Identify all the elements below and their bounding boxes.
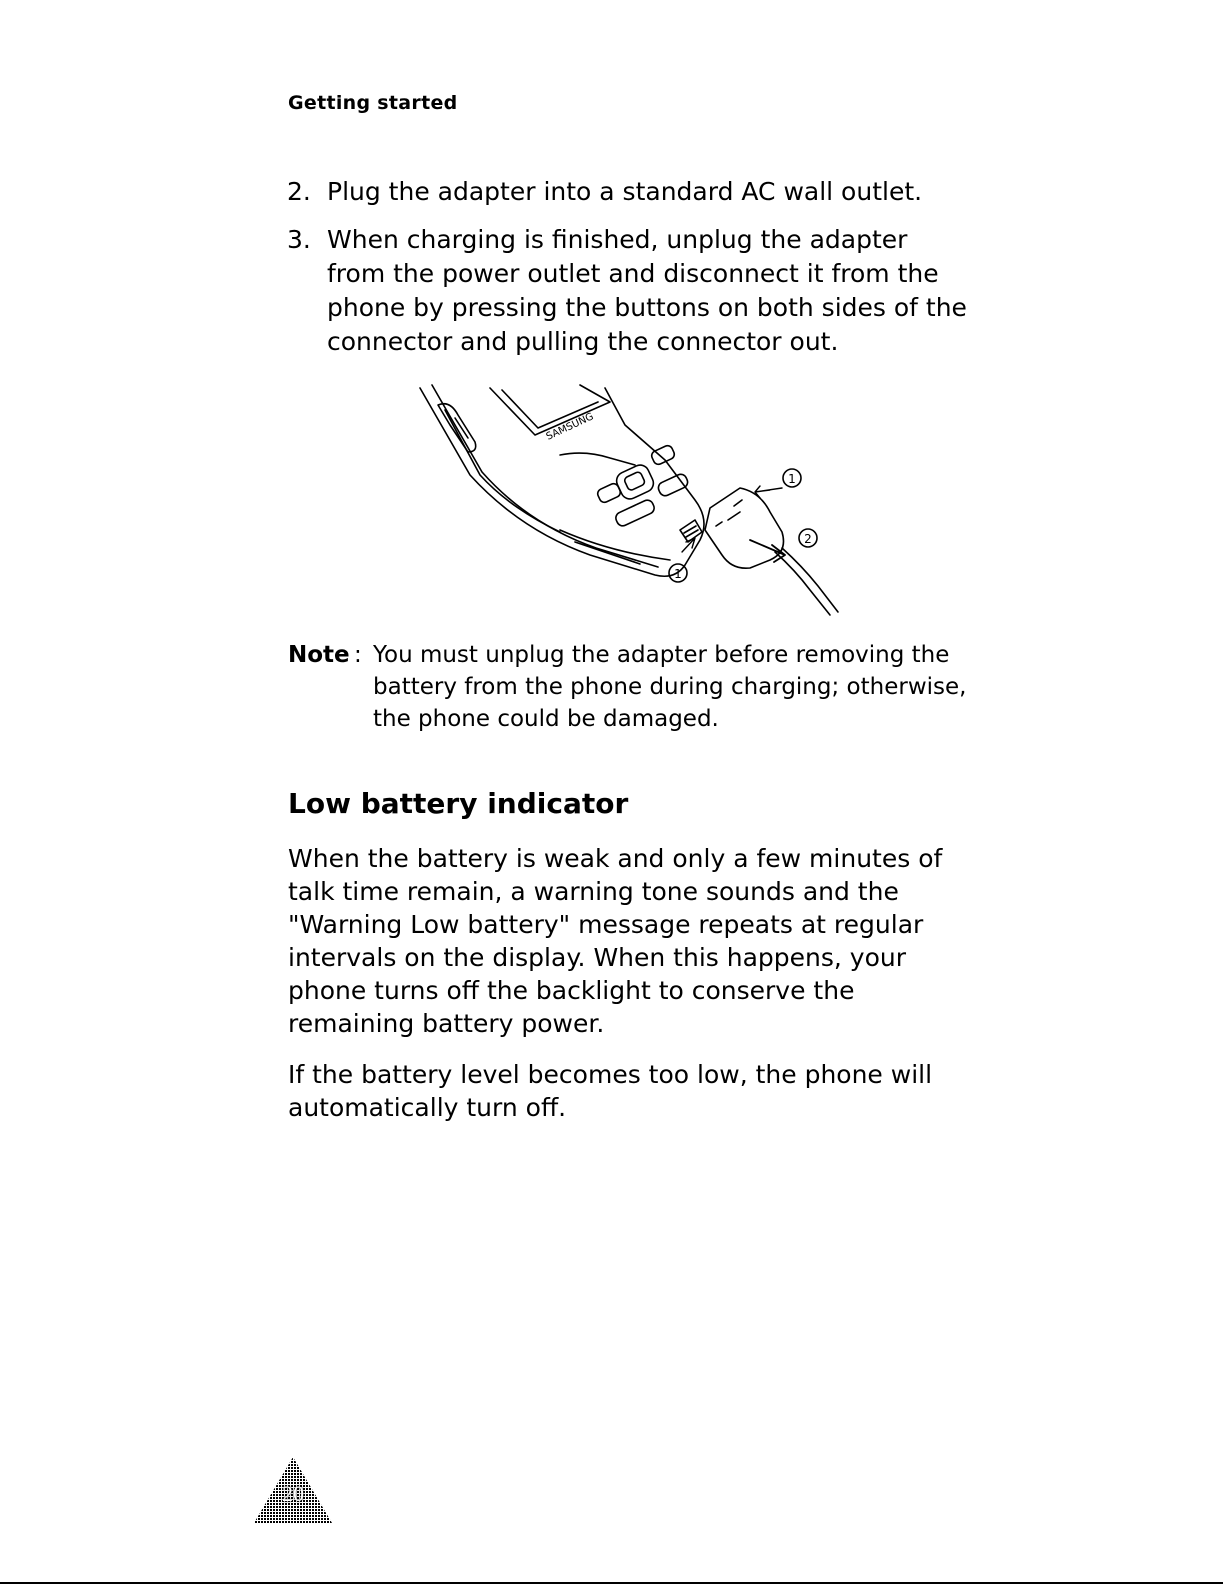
brand-label: SAMSUNG: [544, 411, 596, 443]
step-item: [287, 223, 967, 359]
note-label: Note: [288, 642, 350, 668]
press-arrow-bottom: [682, 538, 695, 552]
nav-key: [614, 462, 657, 502]
phone-screen: [490, 385, 610, 435]
note-text: You must unplug the adapter before removing the battery from the phone during charging; otherwise, the phone could be damaged.: [373, 642, 967, 732]
page-number: 20: [282, 1481, 304, 1506]
charger-cable: [775, 552, 830, 615]
instruction-steps: [287, 175, 967, 373]
body-paragraph: When the battery is weak and only a few minutes of talk time remain, a warning tone sounds and the "Warning Low battery" message repeats at regular intervals on the display. When this happens, your phone turns off the backlight to conserve the remaining battery power.: [288, 844, 943, 1038]
phone-charger-illustration: [410, 380, 850, 620]
pull-arrow: [750, 540, 785, 562]
body-paragraph: If the battery level becomes too low, the phone will automatically turn off.: [288, 1060, 933, 1122]
press-arrow-top: [755, 486, 782, 498]
svg-text:2: 2: [804, 532, 812, 546]
charger-connector: [705, 488, 784, 568]
step-number: 3.: [287, 225, 311, 254]
step-number: 2.: [287, 177, 311, 206]
step-text: When charging is finished, unplug the adapter from the power outlet and disconnect it from the phone by pressing the buttons on both sides of the connector and pulling the connector out.: [327, 225, 967, 356]
note-colon: :: [354, 642, 362, 668]
soft-key-right: [650, 444, 676, 466]
svg-text:1: 1: [674, 567, 682, 581]
step-item: [287, 175, 967, 209]
note-block: [288, 639, 968, 735]
svg-text:1: 1: [788, 472, 796, 486]
section-header: Getting started: [288, 92, 458, 114]
section-heading: Low battery indicator: [288, 787, 629, 820]
step-text: Plug the adapter into a standard AC wall outlet.: [327, 177, 923, 206]
soft-key-left: [596, 482, 622, 504]
page-number-marker: [252, 1455, 334, 1525]
